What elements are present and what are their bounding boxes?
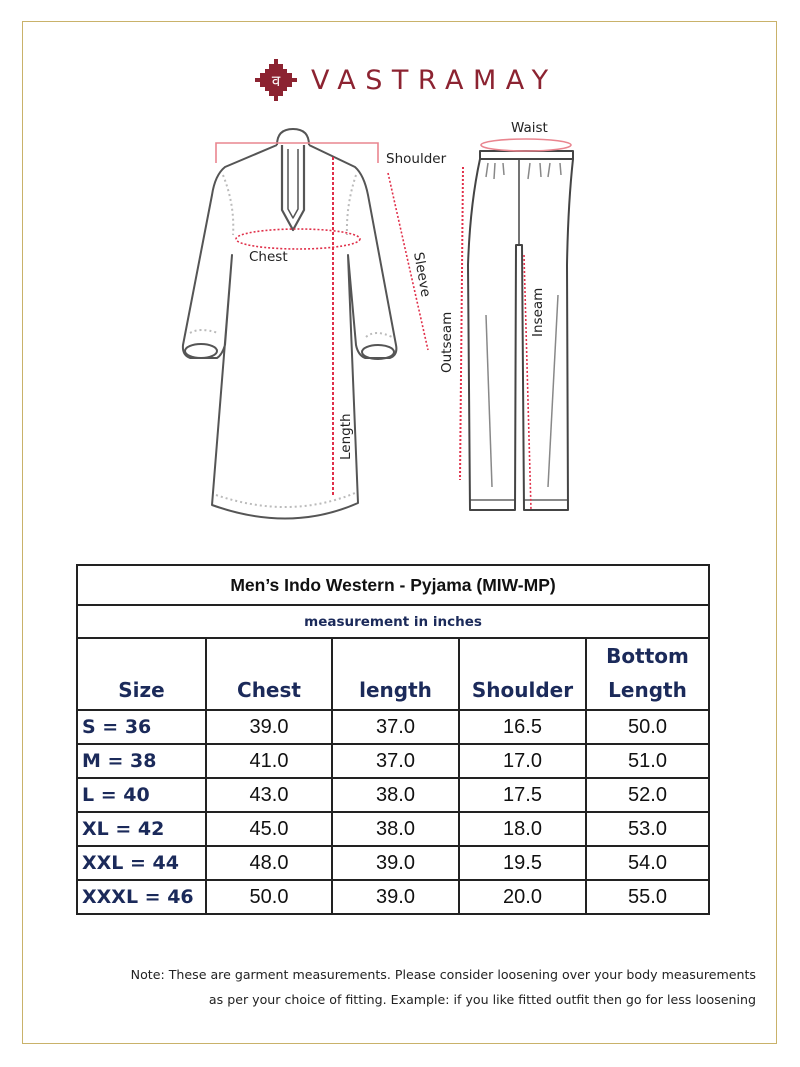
table-row (77, 880, 709, 914)
table-subtitle-row (77, 605, 709, 638)
header-length: length (332, 638, 459, 710)
pyjama-illustration (468, 151, 573, 510)
chest-cell: 41.0 (206, 744, 332, 778)
table-title-row (77, 565, 709, 605)
table-row (77, 778, 709, 812)
waist-label: Waist (511, 120, 548, 136)
inseam-label: Inseam (530, 287, 546, 337)
shoulder-cell: 20.0 (459, 880, 586, 914)
header-bottom-length-line1: Bottom (606, 644, 689, 668)
brand-name: VASTRAMAY (311, 64, 558, 96)
size-cell: M = 38 (77, 744, 206, 778)
shoulder-cell: 18.0 (459, 812, 586, 846)
size-cell: L = 40 (77, 778, 206, 812)
size-cell: XL = 42 (77, 812, 206, 846)
size-cell: XXXL = 46 (77, 880, 206, 914)
fit-note (36, 962, 756, 1012)
shoulder-cell: 17.5 (459, 778, 586, 812)
svg-text:व: व (271, 72, 281, 90)
table-row (77, 744, 709, 778)
table-title: Men’s Indo Western - Pyjama (MIW-MP) (77, 565, 709, 605)
bottom-length-cell: 50.0 (586, 710, 709, 744)
table-row (77, 846, 709, 880)
garment-measurement-diagram (170, 115, 640, 535)
size-cell: S = 36 (77, 710, 206, 744)
kurta-illustration (183, 129, 397, 519)
length-cell: 38.0 (332, 812, 459, 846)
length-cell: 39.0 (332, 880, 459, 914)
shoulder-cell: 16.5 (459, 710, 586, 744)
brand-emblem-icon (255, 59, 297, 101)
header-size: Size (77, 638, 206, 710)
shoulder-cell: 19.5 (459, 846, 586, 880)
table-row (77, 812, 709, 846)
chest-cell: 43.0 (206, 778, 332, 812)
bottom-length-cell: 53.0 (586, 812, 709, 846)
length-cell: 37.0 (332, 744, 459, 778)
shoulder-cell: 17.0 (459, 744, 586, 778)
kurta-measure-lines (216, 143, 428, 495)
size-chart-table (76, 564, 710, 915)
fit-note-line-2: as per your choice of fitting. Example: if you like fitted outfit then go for less loosening (208, 992, 756, 1007)
table-header-row (77, 638, 709, 710)
length-cell: 39.0 (332, 846, 459, 880)
table-subtitle: measurement in inches (77, 605, 709, 638)
chest-label: Chest (249, 249, 288, 265)
header-bottom-length-line2: Length (608, 678, 687, 702)
shoulder-label: Shoulder (386, 151, 447, 167)
size-cell: XXL = 44 (77, 846, 206, 880)
fit-note-line-1: Note: These are garment measurements. Please consider loosening over your body measurements (130, 967, 756, 982)
header-chest: Chest (206, 638, 332, 710)
header-shoulder: Shoulder (459, 638, 586, 710)
length-cell: 38.0 (332, 778, 459, 812)
outseam-label: Outseam (439, 311, 455, 373)
bottom-length-cell: 54.0 (586, 846, 709, 880)
sleeve-label: Sleeve (410, 250, 434, 299)
header-bottom-length (586, 638, 709, 710)
length-cell: 37.0 (332, 710, 459, 744)
chest-cell: 50.0 (206, 880, 332, 914)
brand-logo (255, 58, 558, 102)
bottom-length-cell: 52.0 (586, 778, 709, 812)
length-label: Length (338, 413, 354, 460)
bottom-length-cell: 55.0 (586, 880, 709, 914)
bottom-length-cell: 51.0 (586, 744, 709, 778)
chest-cell: 39.0 (206, 710, 332, 744)
chest-cell: 45.0 (206, 812, 332, 846)
chest-cell: 48.0 (206, 846, 332, 880)
table-row (77, 710, 709, 744)
